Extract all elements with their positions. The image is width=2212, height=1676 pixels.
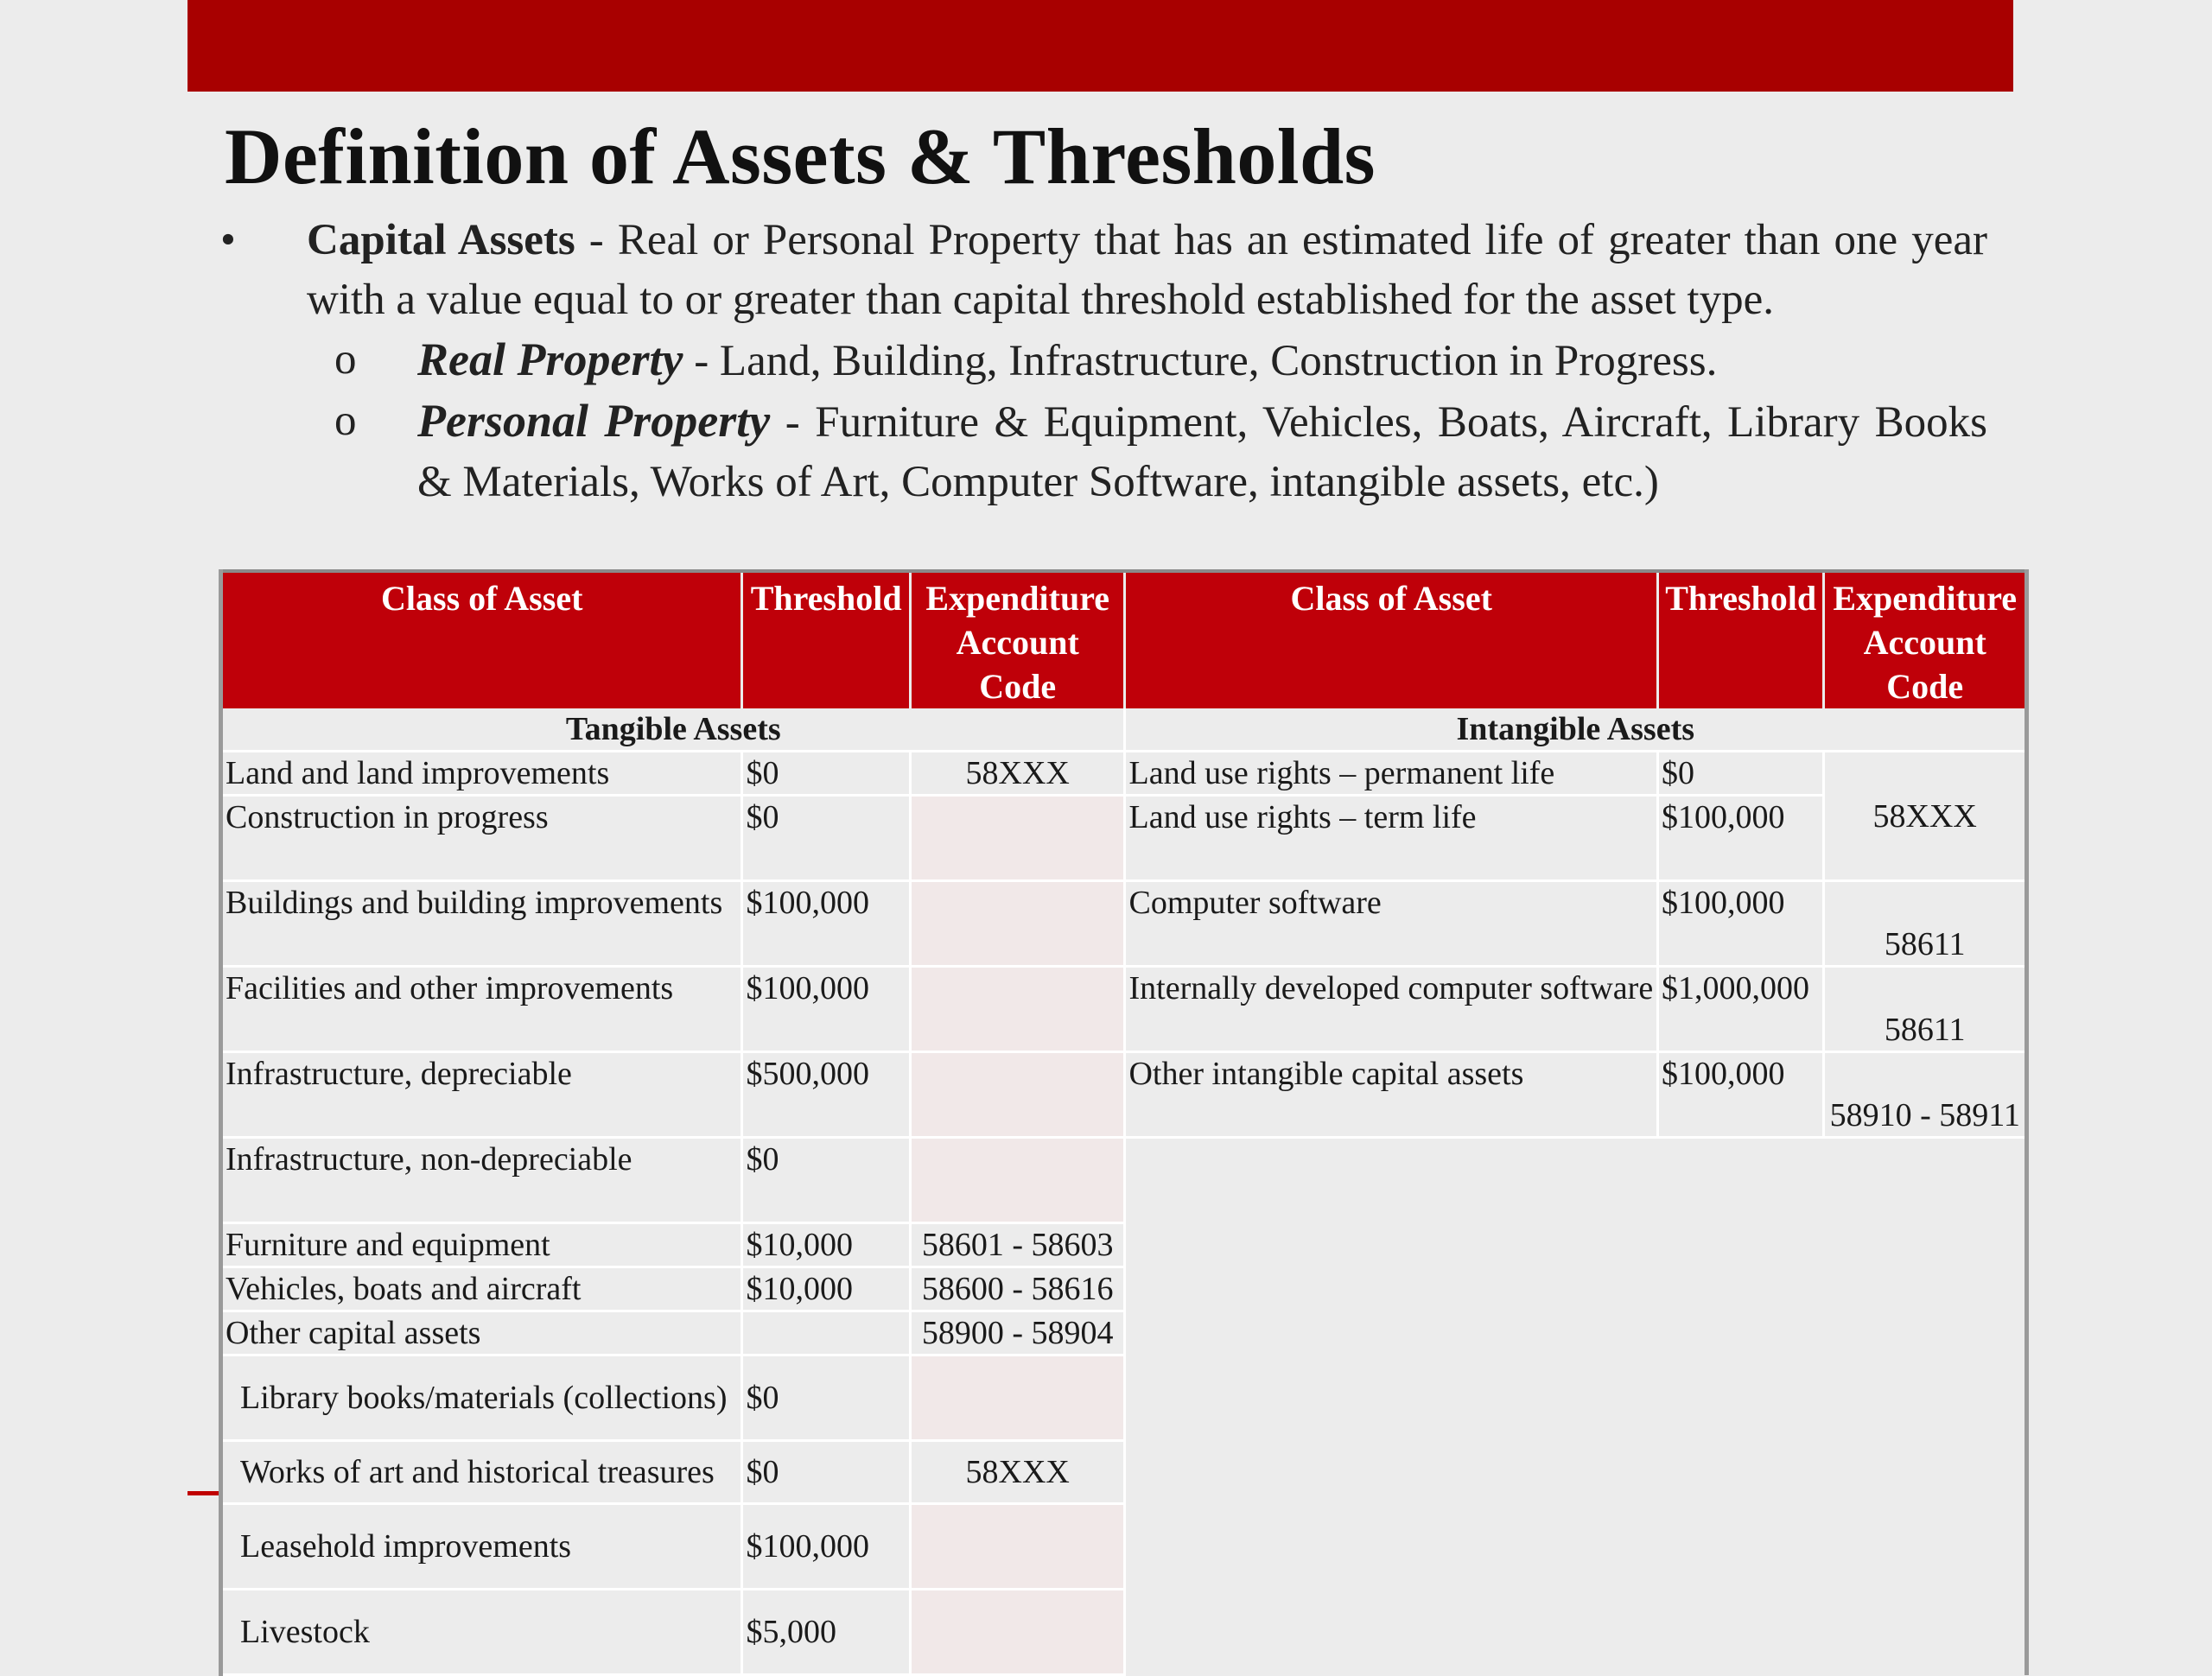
- intangible-threshold: $100,000: [1657, 1052, 1823, 1138]
- tangible-class: Infrastructure, depreciable: [221, 1052, 742, 1138]
- tangible-code: [910, 1355, 1125, 1441]
- tangible-class: Land and land improvements: [221, 752, 742, 796]
- sub-bullet-real-property: [220, 330, 1987, 391]
- intangible-threshold: $100,000: [1657, 881, 1823, 967]
- tangible-threshold: $0: [742, 796, 910, 881]
- empty-cell: [1125, 1441, 2027, 1504]
- tangible-code: 58XXX: [910, 752, 1125, 796]
- intangible-threshold: $100,000: [1657, 796, 1823, 881]
- intangible-assets-title: Intangible Assets: [1125, 708, 2027, 752]
- tangible-threshold: $10,000: [742, 1267, 910, 1311]
- asset-threshold-table: [219, 569, 2029, 1676]
- tangible-code: [910, 881, 1125, 967]
- sub-bullet-marker: o: [334, 397, 357, 445]
- tangible-class: Works of art and historical treasures: [221, 1441, 742, 1504]
- header-class-of-asset-intangible: Class of Asset: [1125, 571, 1657, 708]
- table-row: [221, 1223, 2027, 1267]
- tangible-threshold: [742, 1311, 910, 1355]
- tangible-threshold: $100,000: [742, 1504, 910, 1590]
- tangible-threshold: $0: [742, 752, 910, 796]
- tangible-class: Facilities and other improvements: [221, 967, 742, 1052]
- intangible-code: 58611: [1824, 967, 2027, 1052]
- table-row: [221, 1138, 2027, 1223]
- left-accent-tick: [188, 1491, 220, 1495]
- bullet-marker: •: [220, 216, 236, 264]
- header-threshold: Threshold: [742, 571, 910, 708]
- tangible-class: Furniture and equipment: [221, 1223, 742, 1267]
- empty-cell: [1125, 1504, 2027, 1590]
- table-row: [221, 1504, 2027, 1590]
- tangible-threshold: $100,000: [742, 881, 910, 967]
- sub-bullet-term: Real Property: [417, 333, 683, 385]
- bullet-capital-assets: [220, 211, 1987, 330]
- tangible-threshold: $10,000: [742, 1223, 910, 1267]
- tangible-assets-title: Tangible Assets: [221, 708, 1125, 752]
- intangible-code: 58XXX: [1824, 752, 2027, 881]
- tangible-threshold: $0: [742, 1441, 910, 1504]
- intangible-class: Land use rights – permanent life: [1125, 752, 1657, 796]
- intangible-class: Land use rights – term life: [1125, 796, 1657, 881]
- intangible-class: Computer software: [1125, 881, 1657, 967]
- header-class-of-asset: Class of Asset: [221, 571, 742, 708]
- top-accent-bar: [188, 0, 2013, 92]
- sub-bullet-text: - Land, Building, Infrastructure, Construction in Progress.: [683, 337, 1718, 385]
- empty-cell: [1125, 1355, 2027, 1441]
- tangible-code: [910, 1138, 1125, 1223]
- table-row: [221, 752, 2027, 796]
- slide-title: Definition of Assets & Thresholds: [225, 112, 1376, 200]
- intangible-code: 58611: [1824, 881, 2027, 967]
- table-row: [221, 1355, 2027, 1441]
- table-header-row: [221, 571, 2027, 708]
- tangible-class: Construction in progress: [221, 796, 742, 881]
- table-row: [221, 881, 2027, 967]
- tangible-threshold: $0: [742, 1355, 910, 1441]
- intangible-threshold: $0: [1657, 752, 1823, 796]
- tangible-code: [910, 1590, 1125, 1675]
- intangible-class: Internally developed computer software: [1125, 967, 1657, 1052]
- tangible-threshold: $5,000: [742, 1590, 910, 1675]
- tangible-class: Livestock: [221, 1590, 742, 1675]
- table-row: [221, 1441, 2027, 1504]
- table-row: [221, 796, 2027, 881]
- tangible-code: [910, 1052, 1125, 1138]
- empty-cell: [1125, 1311, 2027, 1355]
- intangible-code: 58910 - 58911: [1824, 1052, 2027, 1138]
- empty-cell: [1125, 1590, 2027, 1675]
- table-row: [221, 1590, 2027, 1675]
- sub-bullet-personal-property: [220, 391, 1987, 512]
- tangible-code: [910, 1504, 1125, 1590]
- bullet-list: [220, 211, 1987, 512]
- header-threshold-intangible: Threshold: [1657, 571, 1823, 708]
- tangible-class: Library books/materials (collections): [221, 1355, 742, 1441]
- tangible-code: 58601 - 58603: [910, 1223, 1125, 1267]
- tangible-class: Other capital assets: [221, 1311, 742, 1355]
- header-expenditure-code: Expenditure Account Code: [910, 571, 1125, 708]
- empty-cell: [1125, 1138, 2027, 1223]
- sub-bullet-text: - Furniture & Equipment, Vehicles, Boats, Aircraft, Library Books & Materials, Works of Art, Computer Software, intangible assets, etc.): [417, 398, 1987, 506]
- tangible-class: Buildings and building improvements: [221, 881, 742, 967]
- header-expenditure-code-intangible: Expenditure Account Code: [1824, 571, 2027, 708]
- bullet-text: - Real or Personal Property that has an estimated life of greater than one year with a value equal to or greater than capital threshold established for the asset type.: [307, 216, 1987, 324]
- tangible-code: [910, 967, 1125, 1052]
- tangible-code: 58XXX: [910, 1441, 1125, 1504]
- sub-bullet-term: Personal Property: [417, 395, 771, 447]
- section-title-row: [221, 708, 2027, 752]
- tangible-code: 58900 - 58904: [910, 1311, 1125, 1355]
- empty-cell: [1125, 1223, 2027, 1267]
- table-row: [221, 1267, 2027, 1311]
- tangible-threshold: $0: [742, 1138, 910, 1223]
- tangible-threshold: $500,000: [742, 1052, 910, 1138]
- tangible-code: 58600 - 58616: [910, 1267, 1125, 1311]
- table-row: [221, 967, 2027, 1052]
- intangible-threshold: $1,000,000: [1657, 967, 1823, 1052]
- tangible-code: [910, 796, 1125, 881]
- sub-bullet-marker: o: [334, 335, 357, 384]
- tangible-threshold: $100,000: [742, 967, 910, 1052]
- tangible-class: Infrastructure, non-depreciable: [221, 1138, 742, 1223]
- tangible-class: Leasehold improvements: [221, 1504, 742, 1590]
- bullet-term: Capital Assets: [307, 216, 575, 264]
- empty-cell: [1125, 1267, 2027, 1311]
- intangible-class: Other intangible capital assets: [1125, 1052, 1657, 1138]
- table-row: [221, 1052, 2027, 1138]
- tangible-class: Vehicles, boats and aircraft: [221, 1267, 742, 1311]
- table-row: [221, 1311, 2027, 1355]
